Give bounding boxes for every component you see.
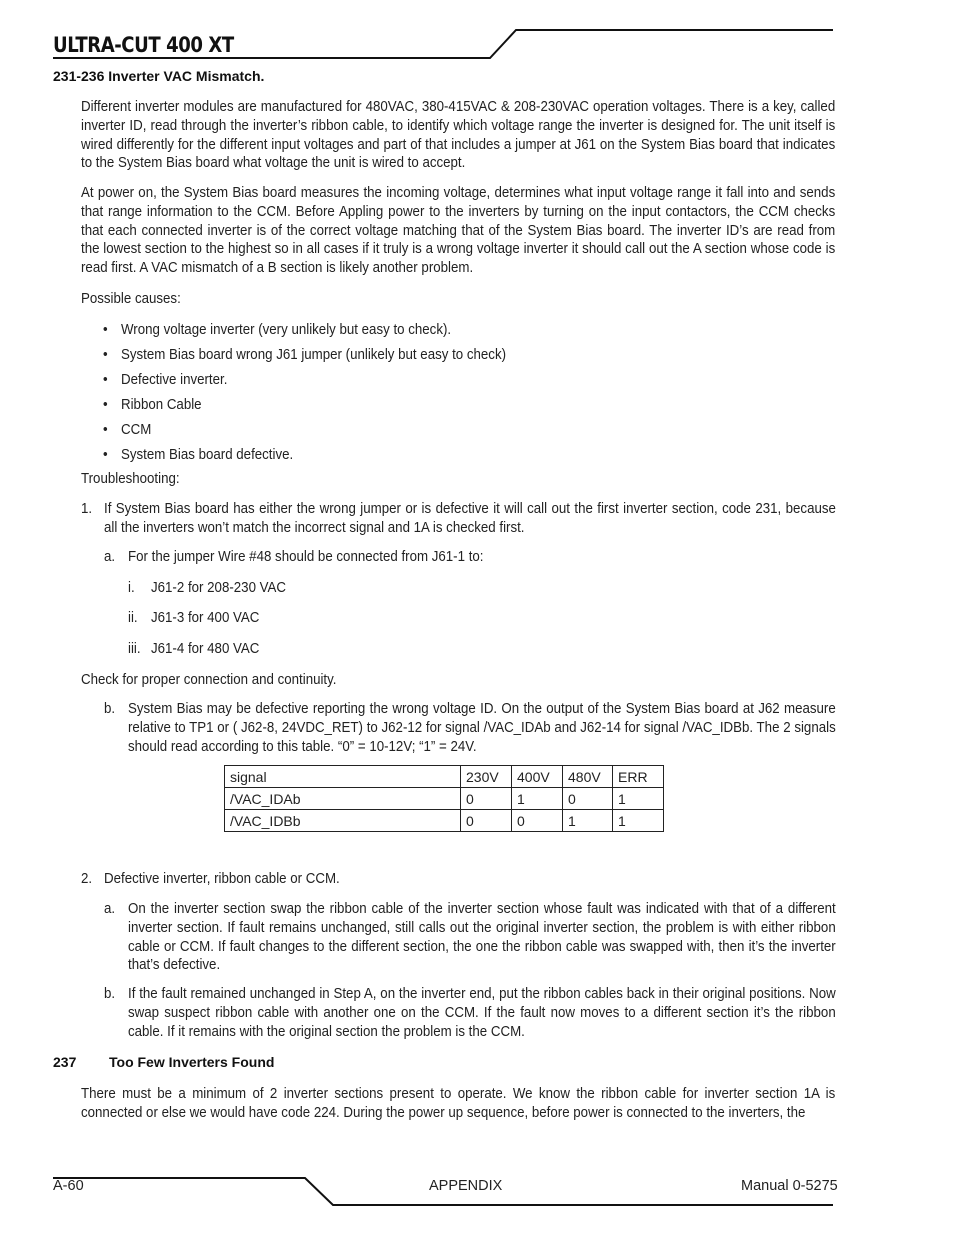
table-cell: 0: [563, 788, 613, 810]
roman-numeral: ii.: [128, 610, 138, 626]
section-code: 237: [53, 1054, 77, 1070]
table-header-cell: signal: [225, 766, 461, 788]
step-text: System Bias may be defective reporting the wrong voltage ID. On the output of the System Bias board at J62 measure relative to TP1 or ( J62-8, 24VDC_RET) to J62-12 for signal /VAC_IDAb and J62-14 for signal /VAC_IDBb. The 2 signals should read according to this table. “0” = 10-12V; “1” = 24V.: [128, 701, 836, 755]
table-row: [225, 810, 664, 832]
bullet: •: [103, 347, 108, 363]
roman-numeral: iii.: [128, 641, 141, 657]
paragraph: There must be a minimum of 2 inverter sections present to operate. We know the ribbon cable for inverter section 1A is connected or else we would have code 224. During the power up sequence, before power is connected to the inverters, the: [81, 1086, 836, 1121]
bullet: •: [103, 447, 108, 463]
section-heading: Too Few Inverters Found: [109, 1054, 275, 1070]
table-cell: /VAC_IDBb: [225, 810, 461, 832]
bullet: •: [103, 372, 108, 388]
list-item: Wrong voltage inverter (very unlikely but easy to check).: [121, 322, 452, 338]
step-text: If the fault remained unchanged in Step A, on the inverter end, put the ribbon cables back in their original positions. Now swap suspect ribbon cable with another one on the CCM. If the fault now moves to a different section it’s the ribbon cable. If it remains with the original section the problem is the CCM.: [128, 986, 836, 1040]
sub-item: J61-3 for 400 VAC: [151, 610, 260, 626]
troubleshooting-label: Troubleshooting:: [81, 471, 180, 487]
step-text: On the inverter section swap the ribbon cable of the inverter section whose fault was indicated with that of a different inverter section. If fault remains unchanged, still calls out the original inverter section, the problem is with either ribbon cable or CCM. If fault changes to the different section, the one the ribbon cable was swapped with, then it’s the inverter that’s defective.: [128, 901, 836, 974]
table-row: [225, 788, 664, 810]
step-text: Defective inverter, ribbon cable or CCM.: [104, 871, 340, 887]
table-cell: 1: [563, 810, 613, 832]
footer-section: APPENDIX: [429, 1178, 503, 1194]
step-letter: a.: [104, 549, 116, 565]
sub-item: J61-2 for 208-230 VAC: [151, 580, 287, 596]
table-header-row: [225, 766, 664, 788]
table-header-cell: ERR: [613, 766, 664, 788]
table-cell: /VAC_IDAb: [225, 788, 461, 810]
bullet: •: [103, 322, 108, 338]
step-number: 2.: [81, 871, 93, 887]
list-item: Ribbon Cable: [121, 397, 202, 413]
signal-table: [224, 765, 664, 832]
table-cell: 1: [512, 788, 563, 810]
table-cell: 1: [613, 810, 664, 832]
sub-item: J61-4 for 480 VAC: [151, 641, 260, 657]
table-header-cell: 230V: [461, 766, 512, 788]
table-cell: 0: [512, 810, 563, 832]
table-cell: 0: [461, 788, 512, 810]
bullet: •: [103, 397, 108, 413]
page-number: A-60: [53, 1178, 84, 1194]
step-letter: b.: [104, 701, 116, 717]
paragraph: At power on, the System Bias board measures the incoming voltage, determines what input voltage range it fall into and sends that range information to the CCM. Before Appling power to the inverters by turning on the input contactors, the CCM checks that each connected inverter is of the correct voltage matching that of the System Bias board. The inverter ID’s are read from the lowest section to the highest so in all cases if it truly is a wrong voltage inverter it should call out the A section whose code is read first. A VAC mismatch of a B section is likely another problem.: [81, 185, 836, 277]
table-cell: 0: [461, 810, 512, 832]
step-letter: a.: [104, 901, 116, 917]
step-letter: b.: [104, 986, 116, 1002]
manual-number: Manual 0-5275: [741, 1178, 838, 1194]
roman-numeral: i.: [128, 580, 135, 596]
table-cell: 1: [613, 788, 664, 810]
causes-label: Possible causes:: [81, 291, 181, 307]
list-item: CCM: [121, 422, 152, 438]
paragraph: Different inverter modules are manufactured for 480VAC, 380-415VAC & 208-230VAC operation voltages. There is a key, called inverter ID, read through the inverter’s ribbon cable, to identify which voltage range the inverter is designed for. The unit itself is wired differently for the different input voltages and part of that includes a jumper at J61 on the System Bias board that indicates to the System Bias board what voltage the unit is wired to accept.: [81, 99, 836, 172]
list-item: Defective inverter.: [121, 372, 228, 388]
list-item: System Bias board wrong J61 jumper (unlikely but easy to check): [121, 347, 507, 363]
table-header-cell: 400V: [512, 766, 563, 788]
step-text: If System Bias board has either the wrong jumper or is defective it will call out the first inverter section, code 231, because all the inverters won’t match the incorrect signal and 1A is checked first.: [104, 501, 836, 536]
list-item: System Bias board defective.: [121, 447, 294, 463]
bullet: •: [103, 422, 108, 438]
table-header-cell: 480V: [563, 766, 613, 788]
section-heading: 231-236 Inverter VAC Mismatch.: [53, 68, 265, 84]
step-number: 1.: [81, 501, 93, 517]
brand-title: ULTRA-CUT 400 XT: [53, 33, 234, 57]
step-text: For the jumper Wire #48 should be connected from J61-1 to:: [128, 549, 484, 565]
check-note: Check for proper connection and continuity.: [81, 672, 337, 688]
